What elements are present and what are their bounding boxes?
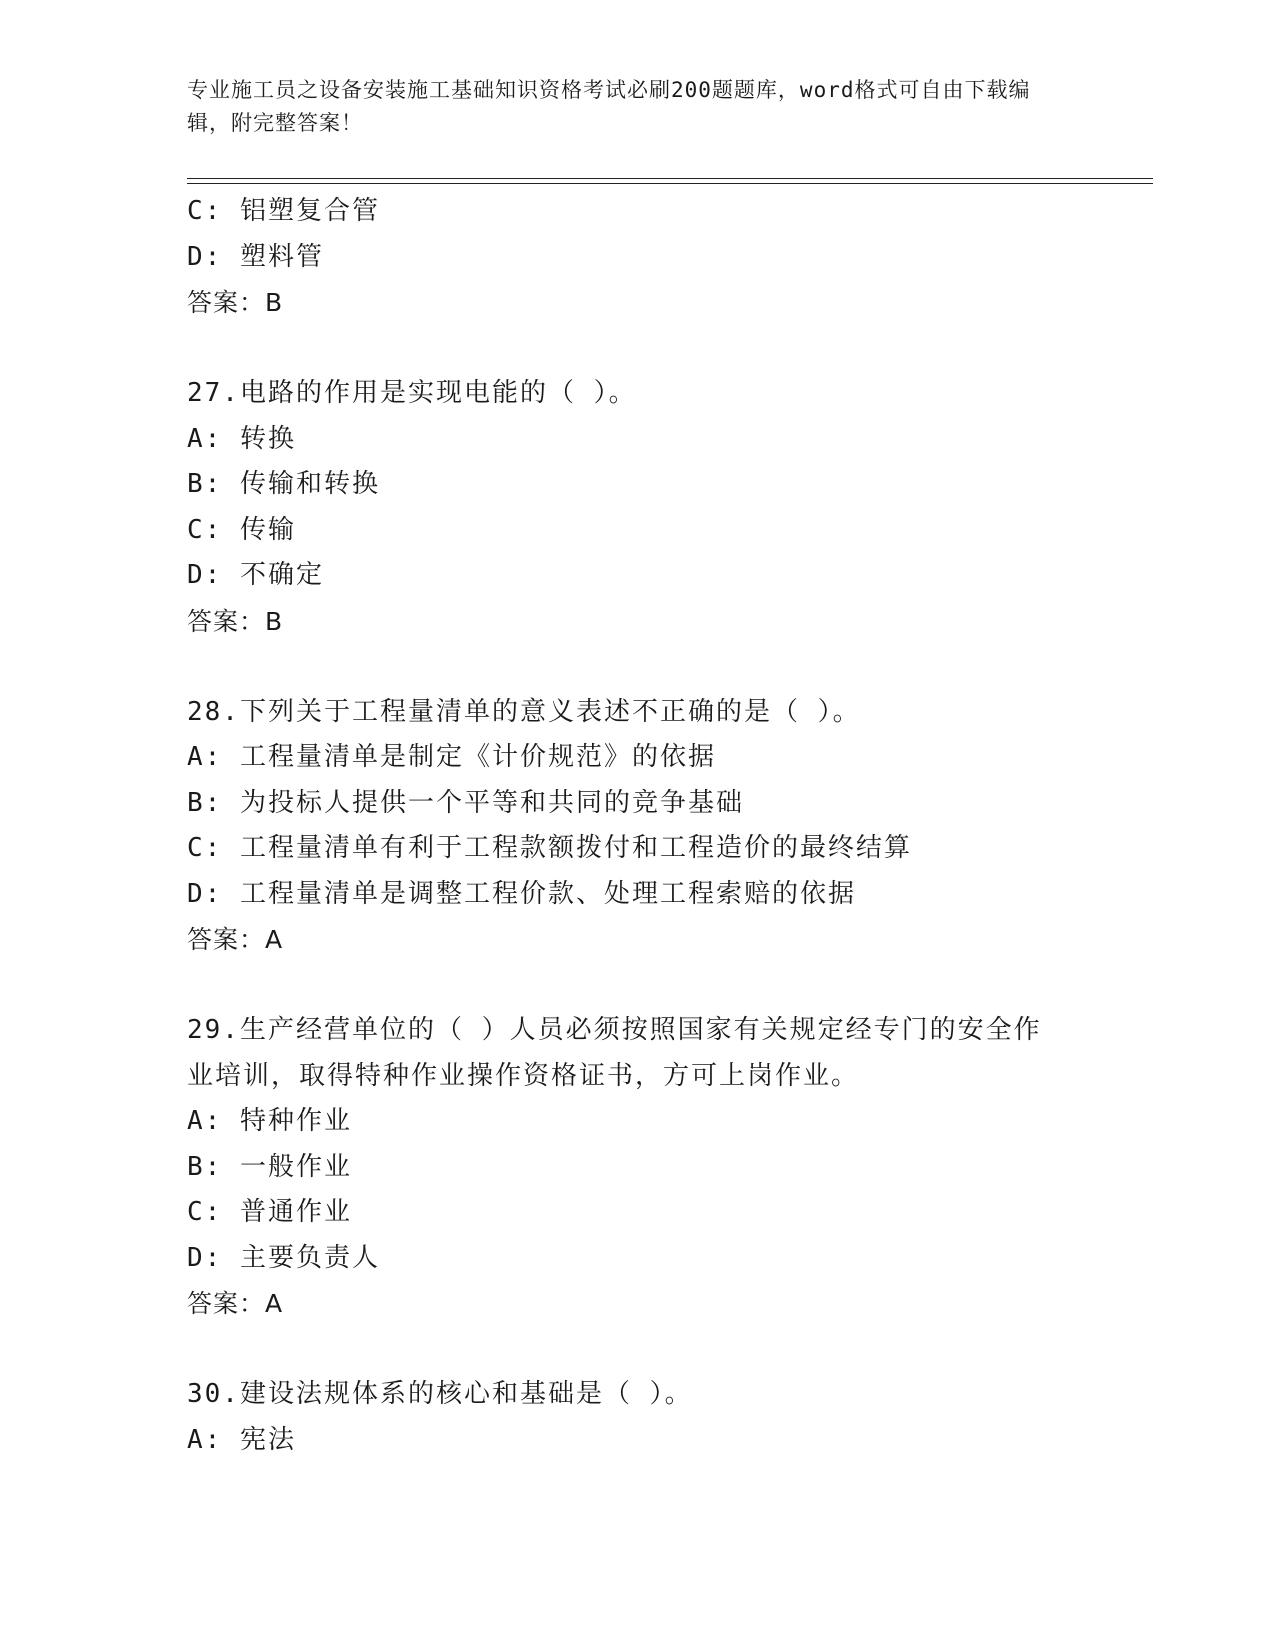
question-28 [187, 690, 1087, 963]
spacer [187, 963, 1087, 1009]
answer-line: 答案：A [187, 925, 284, 954]
spacer [187, 326, 1087, 372]
option-b: B: 一般作业 [187, 1151, 352, 1182]
option-d: D: 不确定 [187, 560, 324, 590]
question-list [187, 189, 1087, 1463]
option-c: C: 普通作业 [187, 1197, 352, 1227]
question-30 [187, 1372, 1087, 1463]
question-29 [187, 1008, 1087, 1327]
spacer [187, 1327, 1087, 1373]
answer-line: 答案：A [187, 1289, 284, 1318]
option-d: D: 主要负责人 [187, 1242, 380, 1273]
question-fragment [187, 189, 1087, 326]
question-27 [187, 371, 1087, 644]
spacer [187, 644, 1087, 690]
option-a: A: 转换 [187, 423, 296, 454]
question-stem: 27.电路的作用是实现电能的（ ）。 [187, 378, 637, 408]
question-stem: 30.建设法规体系的核心和基础是（ ）。 [187, 1379, 693, 1409]
answer-line: 答案：B [187, 288, 284, 317]
option-c: C: 传输 [187, 514, 296, 545]
option-c: C: 铝塑复合管 [187, 196, 380, 226]
header-divider-bottom [187, 183, 1153, 184]
option-b: B: 为投标人提供一个平等和共同的竞争基础 [187, 787, 744, 818]
option-a: A: 工程量清单是制定《计价规范》的依据 [187, 742, 716, 772]
question-stem: 28.下列关于工程量清单的意义表述不正确的是（ ）。 [187, 696, 861, 727]
option-a: A: 特种作业 [187, 1106, 352, 1136]
option-d: D: 工程量清单是调整工程价款、处理工程索赔的依据 [187, 878, 856, 909]
header-divider-top [187, 178, 1153, 179]
option-d: D: 塑料管 [187, 241, 324, 272]
answer-line: 答案：B [187, 606, 284, 636]
question-stem: 29.生产经营单位的（ ）人员必须按照国家有关规定经专门的安全作业培训，取得特种作业操作资格证书，方可上岗作业。 [187, 1015, 1042, 1091]
option-a: A: 宪法 [187, 1424, 296, 1455]
option-c: C: 工程量清单有利于工程款额拨付和工程造价的最终结算 [187, 833, 912, 863]
option-b: B: 传输和转换 [187, 469, 380, 499]
document-header: 专业施工员之设备安装施工基础知识资格考试必刷200题题库，word格式可自由下载编辑，附完整答案！ [187, 78, 1031, 135]
